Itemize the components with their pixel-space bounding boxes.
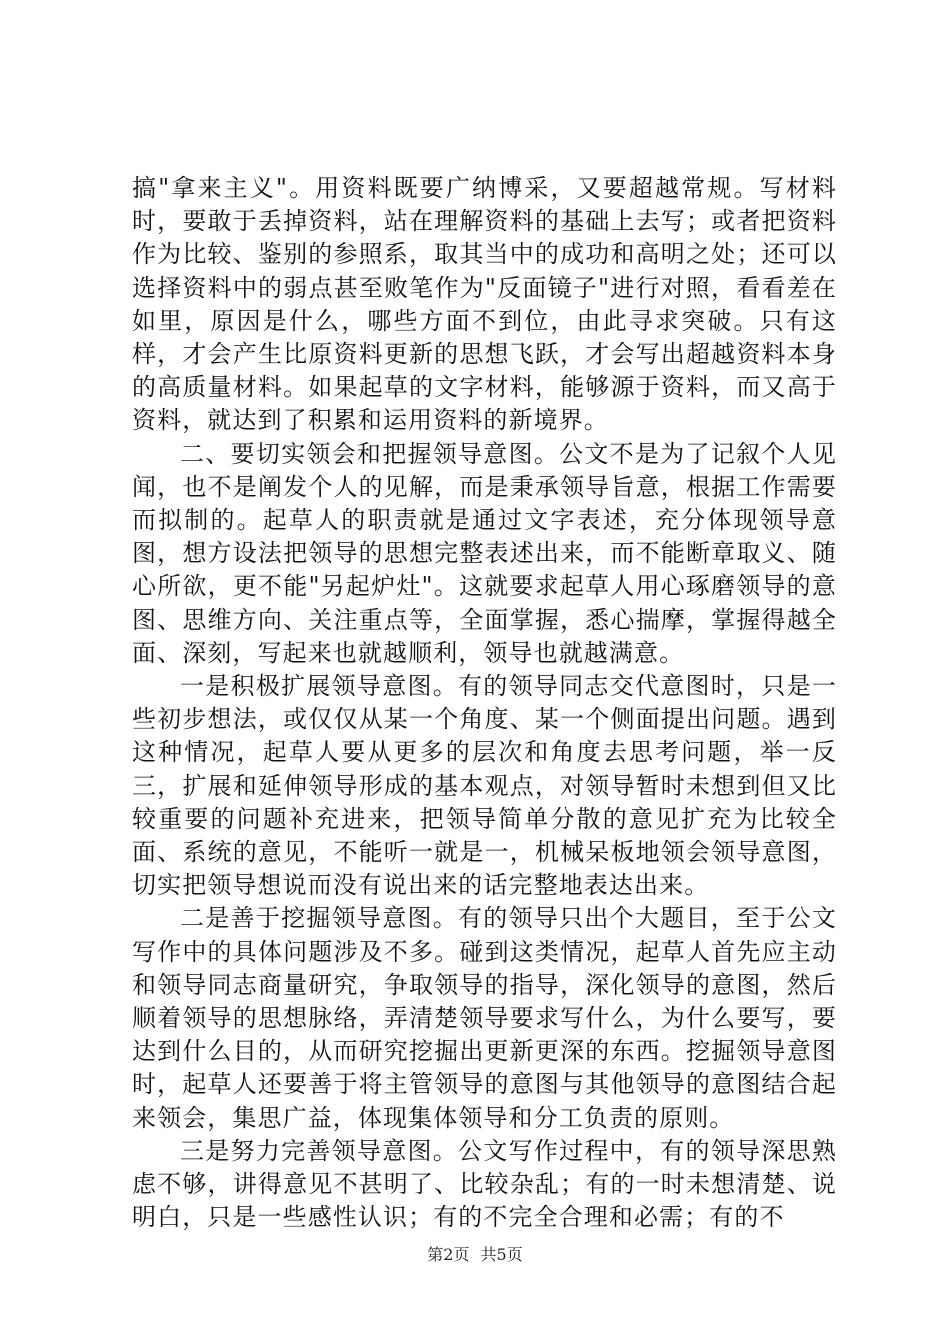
page-footer bbox=[0, 1245, 950, 1265]
paragraph-5: 三是努力完善领导意图。公文写作过程中，有的领导深思熟虑不够，讲得意见不甚明了、比较杂乱；有的一时未想清楚、说明白，只是一些感性认识；有的不完全合理和必需；有的不 bbox=[132, 1136, 837, 1232]
paragraph-3: 一是积极扩展领导意图。有的领导同志交代意图时，只是一些初步想法，或仅仅从某一个角度、某一个侧面提出问题。遇到这种情况，起草人要从更多的层次和角度去思考问题，举一反三，扩展和延伸领导形成的基本观点，对领导暂时未想到但又比较重要的问题补充进来，把领导简单分散的意见扩充为比较全面、系统的意见，不能听一就是一，机械呆板地领会领导意图，切实把领导想说而没有说出来的话完整地表达出来。 bbox=[132, 672, 837, 900]
page-number: 第2页 bbox=[427, 1245, 470, 1264]
paragraph-4: 二是善于挖掘领导意图。有的领导只出个大题目，至于公文写作中的具体问题涉及不多。碰到这类情况，起草人首先应主动和领导同志商量研究，争取领导的指导，深化领导的意图，然后顺着领导的思想脉络，弄清楚领导要求写什么，为什么要写，要达到什么目的，从而研究挖掘出更新更深的东西。挖掘领导意图时，起草人还要善于将主管领导的意图与其他领导的意图结合起来领会，集思广益，体现集体领导和分工负责的原则。 bbox=[132, 904, 837, 1132]
page-total: 共5页 bbox=[480, 1245, 523, 1264]
document-body bbox=[132, 172, 837, 1235]
paragraph-1: 搞"拿来主义"。用资料既要广纳博采，又要超越常规。写材料时，要敢于丢掉资料，站在理解资料的基础上去写；或者把资料作为比较、鉴别的参照系，取其当中的成功和高明之处；还可以选择资料中的弱点甚至败笔作为"反面镜子"进行对照，看看差在如里，原因是什么，哪些方面不到位，由此寻求突破。只有这样，才会产生比原资料更新的思想飞跃，才会写出超越资料本身的高质量材料。如果起草的文字材料，能够源于资料，而又高于资料，就达到了积累和运用资料的新境界。 bbox=[132, 174, 837, 435]
paragraph-2: 二、要切实领会和把握领导意图。公文不是为了记叙个人见闻，也不是阐发个人的见解，而是秉承领导旨意，根据工作需要而拟制的。起草人的职责就是通过文字表述，充分体现领导意图，想方设法把领导的思想完整表述出来，而不能断章取义、随心所欲，更不能"另起炉灶"。这就要求起草人用心琢磨领导的意图、思维方向、关注重点等，全面掌握，悉心揣摩，掌握得越全面、深刻，写起来也就越顺利，领导也就越满意。 bbox=[132, 439, 837, 667]
